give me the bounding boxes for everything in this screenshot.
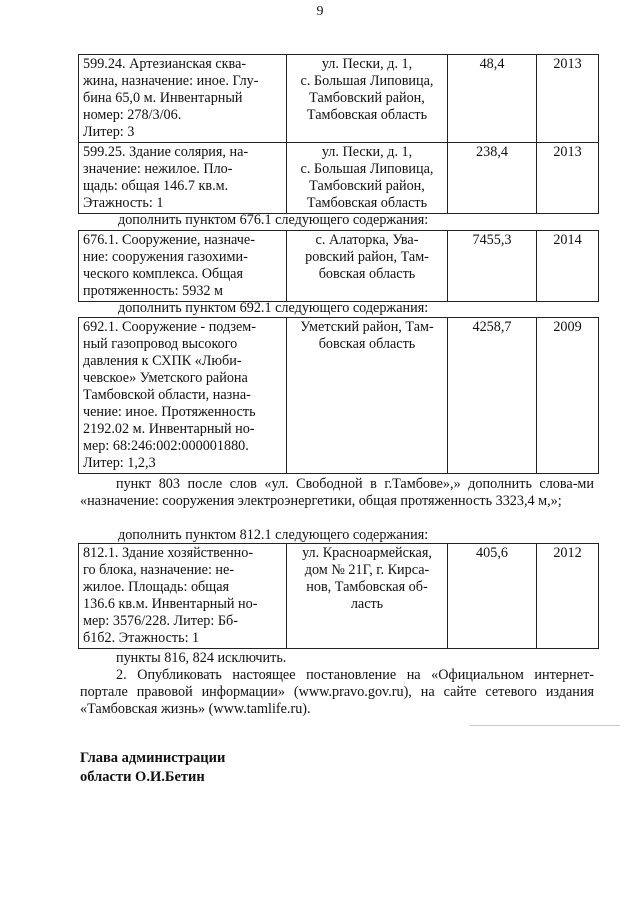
register-table-812 [78,543,599,649]
object-year: 2009 [553,319,582,335]
page-number: 9 [316,4,324,19]
register-table-692 [78,317,599,474]
object-value: 7455,3 [472,232,512,248]
object-address: Уметский район, Там- бовская область [300,319,434,352]
object-value: 238,4 [476,144,508,160]
object-description: 599.25. Здание солярия, на- значение: нежилое. Пло- щадь: общая 146.7 кв.м. Этажность: 1 [83,144,249,211]
amendment-note-692: дополнить пунктом 692.1 следующего содержания: [118,300,429,316]
exclusion-paragraph: пункты 816, 824 исключить. [116,650,287,666]
publication-paragraph: 2. Опубликовать настоящее постановление на «Официальном интернет-портале правовой информации» (www.pravo.gov.ru), на сайте сетевого издания «Тамбовская жизнь» (www.tamlife.ru). [80,667,594,717]
amendment-note-676: дополнить пунктом 676.1 следующего содержания: [118,212,429,228]
object-description: 599.24. Артезианская сква- жина, назначение: иное. Глу- бина 65,0 м. Инвентарный номер: 278/3/06. Литер: 3 [83,56,259,140]
object-address: с. Алаторка, Ува- ровский район, Там- бовская область [305,232,429,282]
object-year: 2014 [553,232,582,248]
object-year: 2013 [553,56,582,72]
table-row [79,55,599,143]
scan-artifact-line [470,725,620,726]
object-value: 4258,7 [472,319,512,335]
table-row [79,318,599,474]
amendment-paragraph-803: пункт 803 после слов «ул. Свободной в г.Тамбове»,» дополнить слова-ми «назначение: сооружения электроэнергетики, общая протяженность 3323,4 м,»; [80,476,594,509]
register-table-676 [78,230,599,302]
object-description: 692.1. Сооружение - подзем- ный газопровод высокого давления к СХПК «Люби- чевское» Уметского района Тамбовской области, назна- чение: иное. Протяженность 2192.02 м. Инвентарный но- мер: 68:246:002:000001880. Литер: 1,2,3 [83,319,256,471]
object-year: 2012 [553,545,582,561]
amendment-note-812: дополнить пунктом 812.1 следующего содержания: [118,527,429,543]
object-value: 48,4 [479,56,505,72]
table-row [79,544,599,649]
object-value: 405,6 [476,545,508,561]
object-address: ул. Пески, д. 1, с. Большая Липовица, Тамбовский район, Тамбовская область [300,144,434,211]
object-year: 2013 [553,144,582,160]
table-row [79,231,599,302]
table-row [79,143,599,214]
signature-block: Глава администрации области О.И.Бетин [80,750,226,785]
object-address: ул. Красноармейская, дом № 21Г, г. Кирса- нов, Тамбовская об- ласть [302,545,432,612]
register-table-599 [78,54,599,214]
object-description: 676.1. Сооружение, назначе- ние: сооружения газохими- ческого комплекса. Общая протяженность: 5932 м [83,232,255,299]
object-address: ул. Пески, д. 1, с. Большая Липовица, Тамбовский район, Тамбовская область [300,56,434,123]
object-description: 812.1. Здание хозяйственно- го блока, назначение: не- жилое. Площадь: общая 136.6 кв.м. Инвентарный но- мер: 3576/228. Литер: Бб- б1б2. Этажность: 1 [83,545,258,646]
